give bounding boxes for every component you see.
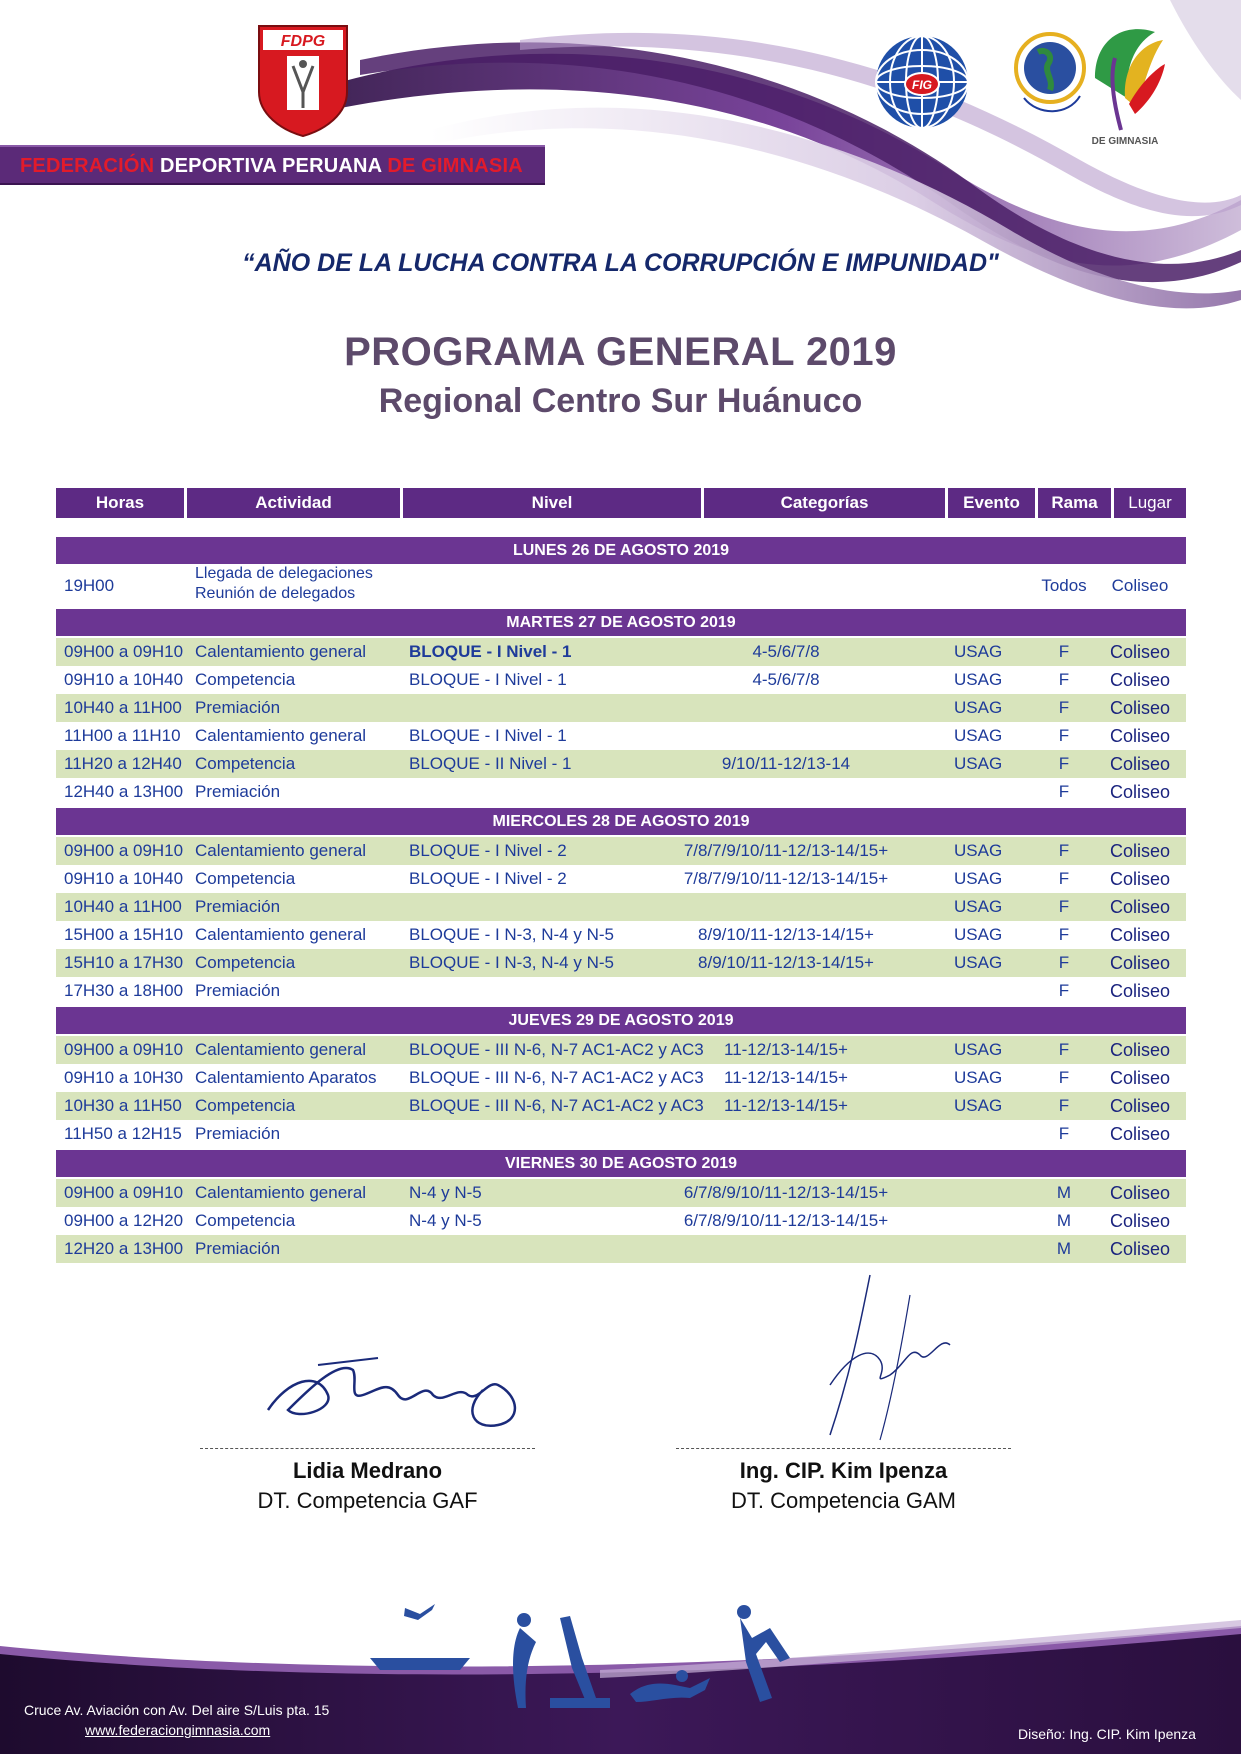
cell-activity: Calentamiento general (195, 841, 367, 860)
cell-evento: USAG (954, 1096, 1003, 1115)
cell-evento: USAG (954, 754, 1003, 773)
gymnast-silhouettes (360, 1598, 860, 1728)
cell-lugar: Coliseo (1111, 576, 1169, 595)
table-row (56, 1235, 1186, 1263)
cell-activity: Competencia (195, 869, 296, 888)
cell-lugar: Coliseo (1109, 754, 1171, 774)
table-row (56, 865, 1186, 893)
consudgi-logo-text: DE GIMNASIA (1091, 136, 1159, 147)
cell-rama: M (1056, 1211, 1072, 1230)
cell-lugar: Coliseo (1109, 1183, 1171, 1203)
cell-time: 19H00 (64, 576, 115, 595)
federation-name-part2: DEPORTIVA PERUANA (154, 155, 388, 177)
table-row (56, 1207, 1186, 1235)
cell-lugar: Coliseo (1109, 726, 1171, 746)
cell-lugar: Coliseo (1109, 841, 1171, 861)
cell-time: 10H40 a 11H00 (64, 698, 182, 717)
signature-line-right (676, 1448, 1011, 1449)
cell-categorias: 11-12/13-14/15+ (724, 1040, 848, 1059)
cell-categorias (636, 694, 936, 722)
table-row (56, 638, 1186, 666)
cell-rama: M (1056, 1239, 1072, 1258)
col-header-horas: Horas (56, 488, 187, 518)
cell-rama: F (1058, 981, 1070, 1000)
cell-lugar: Coliseo (1109, 642, 1171, 662)
cell-rama: Todos (1041, 576, 1087, 595)
cell-categorias: 7/8/7/9/10/11-12/13-14/15+ (683, 869, 889, 888)
cell-lugar: Coliseo (1109, 897, 1171, 917)
cell-time: 09H10 a 10H30 (64, 1068, 184, 1087)
cell-activity: Competencia (195, 1096, 296, 1115)
table-row (56, 566, 1186, 606)
cell-nivel: BLOQUE - I Nivel - 2 (409, 841, 567, 860)
cell-nivel: BLOQUE - II Nivel - 1 (409, 754, 572, 773)
cell-rama: F (1058, 841, 1070, 860)
signer-name-right: Ing. CIP. Kim Ipenza (739, 1458, 948, 1483)
cell-lugar: Coliseo (1109, 981, 1171, 1001)
cell-categorias: 4-5/6/7/8 (752, 642, 820, 661)
cell-nivel: N-4 y N-5 (409, 1183, 482, 1202)
page-subtitle: Regional Centro Sur Huánuco (378, 382, 863, 420)
cell-lugar: Coliseo (1109, 1211, 1171, 1231)
cell-categorias: 6/7/8/9/10/11-12/13-14/15+ (683, 1211, 889, 1230)
table-row (56, 921, 1186, 949)
fdpg-logo-text: FDPG (280, 33, 326, 50)
cell-categorias (636, 893, 936, 921)
cell-time: 15H10 a 17H30 (64, 953, 184, 972)
cell-lugar: Coliseo (1109, 698, 1171, 718)
cell-categorias: 6/7/8/9/10/11-12/13-14/15+ (683, 1183, 889, 1202)
cell-activity: Premiación (195, 981, 281, 1000)
federation-name-banner (0, 145, 545, 185)
cell-time: 09H10 a 10H40 (64, 670, 184, 689)
cell-nivel: BLOQUE - I N-3, N-4 y N-5 (409, 953, 614, 972)
cell-activity: Llegada de delegaciones (195, 565, 373, 582)
cell-lugar: Coliseo (1109, 1096, 1171, 1116)
fig-globe-logo (872, 32, 972, 132)
cell-nivel: BLOQUE - I Nivel - 1 (409, 642, 572, 661)
day-header-martes: MARTES 27 DE AGOSTO 2019 (56, 609, 1186, 636)
cell-nivel: BLOQUE - III N-6, N-7 AC1-AC2 y AC3 (409, 1068, 704, 1087)
cell-time: 11H20 a 12H40 (64, 754, 182, 773)
cell-evento: USAG (954, 1040, 1003, 1059)
cell-evento: USAG (954, 925, 1003, 944)
cell-categorias (636, 778, 936, 806)
cell-evento: USAG (954, 841, 1003, 860)
cell-time: 15H00 a 15H10 (64, 925, 184, 944)
signer-role-left: DT. Competencia GAF (257, 1488, 478, 1513)
col-header-actividad: Actividad (187, 488, 403, 518)
table-row (56, 1036, 1186, 1064)
table-row (56, 1064, 1186, 1092)
cell-activity: Calentamiento general (195, 642, 367, 661)
year-motto: “AÑO DE LA LUCHA CONTRA LA CORRUPCIÓN E IMPUNIDAD" (242, 249, 999, 277)
table-row (56, 1092, 1186, 1120)
table-row (56, 893, 1186, 921)
cell-activity: Competencia (195, 953, 296, 972)
cell-time: 11H50 a 12H15 (64, 1124, 182, 1143)
cell-categorias: 8/9/10/11-12/13-14/15+ (698, 925, 874, 944)
table-row (56, 722, 1186, 750)
cell-nivel: BLOQUE - I Nivel - 1 (409, 670, 567, 689)
table-row (56, 837, 1186, 865)
day-header-miercoles: MIERCOLES 28 DE AGOSTO 2019 (56, 808, 1186, 835)
cell-nivel: BLOQUE - I Nivel - 2 (409, 869, 567, 888)
cell-activity: Premiación (195, 782, 281, 801)
signature-ipenza (810, 1265, 970, 1445)
cell-evento: USAG (954, 1068, 1003, 1087)
federation-name-part1: FEDERACIÓN (20, 155, 155, 177)
cell-time: 17H30 a 18H00 (64, 981, 184, 1000)
cell-rama: F (1058, 754, 1070, 773)
cell-evento: USAG (954, 869, 1003, 888)
cell-activity: Calentamiento general (195, 1183, 367, 1202)
cell-rama: F (1058, 670, 1070, 689)
cell-nivel: BLOQUE - III N-6, N-7 AC1-AC2 y AC3 (409, 1096, 704, 1115)
cell-categorias (636, 1120, 936, 1148)
cell-rama: F (1058, 1096, 1070, 1115)
cell-lugar: Coliseo (1109, 1124, 1171, 1144)
fig-logo-text: FIG (912, 78, 932, 92)
cell-lugar: Coliseo (1109, 1068, 1171, 1088)
cell-rama: F (1058, 1124, 1070, 1143)
cell-time: 09H00 a 09H10 (64, 642, 184, 661)
cell-activity: Premiación (195, 1124, 281, 1143)
col-header-evento: Evento (948, 488, 1038, 518)
cell-activity: Calentamiento general (195, 1040, 367, 1059)
cell-time: 12H20 a 13H00 (64, 1239, 184, 1258)
cell-activity: Reunión de delegados (195, 585, 356, 602)
cell-rama: F (1058, 897, 1070, 916)
cell-categorias: 11-12/13-14/15+ (724, 1068, 848, 1087)
fdpg-shield-logo (253, 22, 353, 138)
cell-categorias: 11-12/13-14/15+ (724, 1096, 848, 1115)
cell-activity: Competencia (195, 754, 296, 773)
cell-rama: F (1058, 726, 1070, 745)
cell-evento: USAG (954, 670, 1003, 689)
cell-lugar: Coliseo (1109, 670, 1171, 690)
signature-medrano (258, 1340, 538, 1440)
signer-role-right: DT. Competencia GAM (731, 1488, 956, 1513)
cell-time: 10H40 a 11H00 (64, 897, 182, 916)
cell-lugar: Coliseo (1109, 782, 1171, 802)
cell-time: 10H30 a 11H50 (64, 1096, 182, 1115)
table-row (56, 949, 1186, 977)
cell-nivel: BLOQUE - I Nivel - 1 (409, 726, 567, 745)
table-row (56, 694, 1186, 722)
table-row (56, 666, 1186, 694)
cell-activity: Premiación (195, 1239, 281, 1258)
cell-nivel: BLOQUE - I N-3, N-4 y N-5 (409, 925, 614, 944)
cell-categorias: 8/9/10/11-12/13-14/15+ (698, 953, 874, 972)
footer-website-link[interactable]: www.federaciongimnasia.com (85, 1722, 271, 1738)
cell-categorias: 7/8/7/9/10/11-12/13-14/15+ (683, 841, 889, 860)
cell-rama: F (1058, 953, 1070, 972)
cell-activity: Competencia (195, 1211, 296, 1230)
page-title: PROGRAMA GENERAL 2019 (344, 330, 897, 374)
col-header-categorias: Categorías (704, 488, 948, 518)
cell-rama: F (1058, 698, 1070, 717)
cell-activity: Premiación (195, 897, 281, 916)
cell-lugar: Coliseo (1109, 953, 1171, 973)
cell-lugar: Coliseo (1109, 869, 1171, 889)
cell-categorias (636, 977, 936, 1005)
cell-activity: Calentamiento Aparatos (195, 1068, 377, 1087)
day-header-viernes: VIERNES 30 DE AGOSTO 2019 (56, 1150, 1186, 1177)
cell-activity: Calentamiento general (195, 726, 367, 745)
table-row (56, 1120, 1186, 1148)
day-header-jueves: JUEVES 29 DE AGOSTO 2019 (56, 1007, 1186, 1034)
cell-evento: USAG (954, 726, 1003, 745)
cell-time: 09H10 a 10H40 (64, 869, 184, 888)
cell-categorias (636, 722, 936, 750)
federation-name (20, 155, 523, 178)
table-row (56, 977, 1186, 1005)
cell-rama: F (1058, 1068, 1070, 1087)
cell-time: 09H00 a 09H10 (64, 841, 184, 860)
cell-lugar: Coliseo (1109, 1040, 1171, 1060)
day-header-lunes: LUNES 26 DE AGOSTO 2019 (56, 537, 1186, 564)
signer-name-left: Lidia Medrano (292, 1458, 443, 1483)
consudgi-logo (1085, 18, 1165, 148)
cell-time: 12H40 a 13H00 (64, 782, 184, 801)
table-row (56, 778, 1186, 806)
cell-categorias: 4-5/6/7/8 (752, 670, 820, 689)
cell-nivel: BLOQUE - III N-6, N-7 AC1-AC2 y AC3 (409, 1040, 704, 1059)
cell-nivel: N-4 y N-5 (409, 1211, 482, 1230)
col-header-lugar: Lugar (1114, 488, 1186, 518)
cell-evento: USAG (954, 953, 1003, 972)
cell-categorias (636, 1235, 936, 1263)
table-row (56, 1179, 1186, 1207)
cell-evento: USAG (954, 698, 1003, 717)
cell-categorias: 9/10/11-12/13-14 (721, 754, 851, 773)
federation-name-part3: DE GIMNASIA (387, 155, 523, 177)
cell-activity: Competencia (195, 670, 296, 689)
cell-rama: F (1058, 1040, 1070, 1059)
footer-design-credit: Diseño: Ing. CIP. Kim Ipenza (1018, 1726, 1196, 1742)
cell-rama: F (1058, 925, 1070, 944)
cell-lugar: Coliseo (1109, 925, 1171, 945)
footer-address: Cruce Av. Aviación con Av. Del aire S/Luis pta. 15 (24, 1702, 330, 1718)
cell-activity: Calentamiento general (195, 925, 367, 944)
table-row (56, 750, 1186, 778)
cell-rama: F (1058, 782, 1070, 801)
cell-rama: M (1056, 1183, 1072, 1202)
upag-logo (1008, 22, 1090, 124)
signature-line-left (200, 1448, 535, 1449)
col-header-nivel: Nivel (403, 488, 704, 518)
cell-time: 09H00 a 09H10 (64, 1040, 184, 1059)
cell-time: 09H00 a 09H10 (64, 1183, 184, 1202)
cell-lugar: Coliseo (1109, 1239, 1171, 1259)
cell-evento: USAG (954, 642, 1003, 661)
cell-rama: F (1058, 642, 1070, 661)
cell-time: 09H00 a 12H20 (64, 1211, 184, 1230)
col-header-rama: Rama (1038, 488, 1114, 518)
cell-evento: USAG (954, 897, 1003, 916)
cell-time: 11H00 a 11H10 (64, 726, 181, 745)
cell-rama: F (1058, 869, 1070, 888)
cell-activity: Premiación (195, 698, 281, 717)
